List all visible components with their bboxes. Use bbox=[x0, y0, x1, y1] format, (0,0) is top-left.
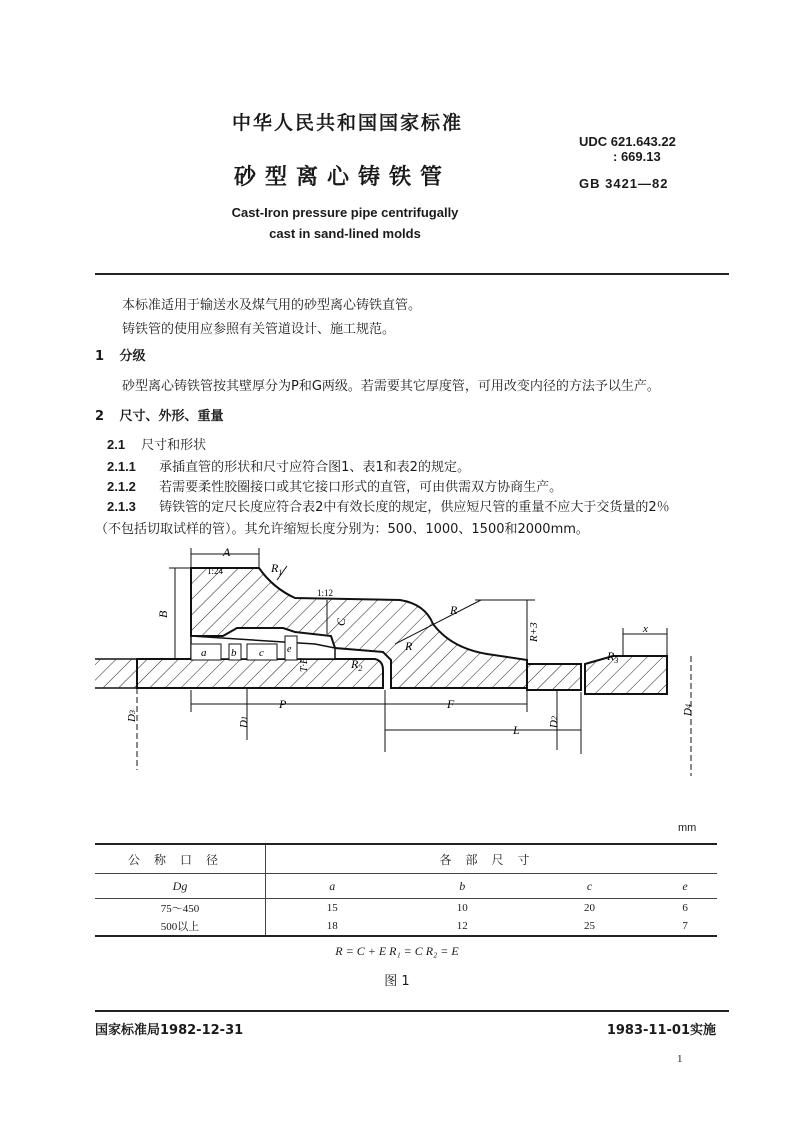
issuer-date: 国家标准局1982-12-31 bbox=[95, 1023, 244, 1038]
subheader-e: e bbox=[653, 874, 717, 899]
header-nominal-diameter: 公称口径 bbox=[95, 844, 266, 874]
label-d4: D4 bbox=[682, 704, 694, 716]
unit-label: mm bbox=[678, 822, 697, 834]
spigot-pipe-section bbox=[137, 659, 383, 688]
clause-2-1-number: 2.1 bbox=[107, 437, 126, 452]
cell-dg: 75～450 bbox=[95, 899, 266, 918]
label-c-dim: C bbox=[334, 617, 348, 626]
table-subheader-row bbox=[95, 874, 717, 899]
clause-2-1 bbox=[107, 434, 206, 453]
cell-e: 6 bbox=[682, 902, 688, 914]
clause-2-1-1-number: 2.1.1 bbox=[107, 459, 136, 474]
clause-2-1-2 bbox=[107, 476, 562, 495]
subheader-c: c bbox=[526, 874, 653, 899]
label-r-upper: R bbox=[450, 603, 458, 617]
label-b-box: b bbox=[231, 647, 237, 659]
figure-formula: R = C + E R₁ = C R₂ = E bbox=[335, 944, 459, 958]
label-e-box: e bbox=[287, 644, 292, 655]
barrel-pipe-section bbox=[527, 664, 581, 690]
cell-b: 10 bbox=[456, 902, 468, 914]
section-1-number: 1 bbox=[95, 349, 105, 364]
table-row bbox=[95, 899, 717, 918]
standard-name: 砂型离心铸铁管 bbox=[234, 165, 452, 190]
clause-2-1-title: 尺寸和形状 bbox=[141, 438, 207, 453]
intro-line-2: 铸铁管的使用应参照有关管道设计、施工规范。 bbox=[122, 322, 396, 337]
section-1-text: 砂型离心铸铁管按其壁厚分为P和G两级。若需要其它厚度管，可用改变内径的方法予以生产。 bbox=[122, 379, 660, 394]
subheader-a: a bbox=[266, 874, 399, 899]
english-title bbox=[200, 202, 490, 244]
header-dimensions: 各部尺寸 bbox=[266, 844, 718, 874]
label-l: L bbox=[513, 723, 520, 737]
clause-2-1-2-text: 若需要柔性胶圈接口或其它接口形式的直管，可由供需双方协商生产。 bbox=[159, 480, 563, 495]
section-1-heading bbox=[95, 345, 146, 364]
gb-number: GB 3421—82 bbox=[579, 176, 669, 191]
section-1-title: 分级 bbox=[119, 349, 146, 364]
label-b-dim: B bbox=[156, 610, 170, 618]
label-te: T·E bbox=[299, 657, 310, 672]
clause-2-1-3-text: 铸铁管的定尺长度应符合表2中有效长度的规定，供应短尺管的重量不应大于交货量的2％ bbox=[159, 500, 670, 515]
table-row bbox=[95, 917, 717, 936]
label-c-box: c bbox=[259, 647, 264, 659]
label-r1: $R_1$ bbox=[271, 561, 283, 577]
label-f: F bbox=[447, 697, 455, 711]
figure-caption: 图 1 bbox=[384, 974, 410, 989]
cell-a: 18 bbox=[266, 917, 399, 936]
clause-2-1-1-text: 承插直管的形状和尺寸应符合图1、表1和表2的规定。 bbox=[159, 460, 470, 475]
clause-2-1-3-number: 2.1.3 bbox=[107, 499, 136, 514]
clause-2-1-1 bbox=[107, 456, 470, 475]
subheader-b: b bbox=[399, 874, 526, 899]
clause-2-1-3 bbox=[107, 496, 670, 515]
label-x: x bbox=[643, 623, 648, 635]
english-title-line2: cast in sand-lined molds bbox=[269, 226, 421, 241]
cell-a: 15 bbox=[326, 902, 338, 914]
page-number: 1 bbox=[677, 1053, 683, 1065]
cell-e: 7 bbox=[653, 917, 717, 936]
label-d3: D3 bbox=[126, 710, 138, 722]
label-a-box: a bbox=[201, 647, 207, 659]
label-r-lower: R bbox=[405, 639, 413, 653]
footer-rule bbox=[95, 1010, 729, 1012]
national-standard-title: 中华人民共和国国家标准 bbox=[232, 112, 464, 134]
cell-dg: 500以上 bbox=[95, 917, 266, 936]
udc-line1: UDC 621.643.22 bbox=[579, 134, 676, 149]
label-r3: $R_3$ bbox=[607, 649, 619, 665]
dimension-table bbox=[95, 843, 717, 937]
udc-line2: : 669.13 bbox=[613, 149, 661, 164]
intro-line-1: 本标准适用于输送水及煤气用的砂型离心铸铁直管。 bbox=[122, 298, 422, 313]
label-d2: D2 bbox=[548, 716, 560, 728]
section-2-title: 尺寸、外形、重量 bbox=[119, 409, 224, 424]
english-title-line1: Cast-Iron pressure pipe centrifugally bbox=[231, 205, 459, 220]
section-2-heading bbox=[95, 405, 224, 424]
pipe-socket-drawing bbox=[95, 540, 729, 790]
subheader-dg: Dg bbox=[95, 874, 266, 899]
label-r2: $R_2$ bbox=[351, 657, 363, 673]
cell-c: 20 bbox=[584, 902, 596, 914]
cell-c: 25 bbox=[526, 917, 653, 936]
label-p: P bbox=[279, 697, 287, 711]
clause-2-1-2-number: 2.1.2 bbox=[107, 479, 136, 494]
section-2-number: 2 bbox=[95, 409, 105, 424]
udc-code bbox=[579, 134, 676, 164]
label-d1: D1 bbox=[238, 716, 250, 728]
spigot-end-hatch bbox=[95, 659, 137, 688]
label-r-plus-3: R+3 bbox=[528, 622, 540, 642]
label-a-upper: A bbox=[223, 545, 231, 559]
barrel-pipe-end bbox=[585, 656, 667, 694]
label-taper-124: 1:24 bbox=[207, 566, 224, 576]
header-rule bbox=[95, 273, 729, 275]
label-taper-112: 1:12 bbox=[317, 588, 334, 598]
clause-2-1-3-continuation: （不包括切取试样的管）。其允许缩短长度分别为：500、1000、1500和2000mm。 bbox=[95, 522, 589, 537]
cell-b: 12 bbox=[399, 917, 526, 936]
table-header-row bbox=[95, 844, 717, 874]
effective-date: 1983-11-01实施 bbox=[606, 1023, 716, 1038]
